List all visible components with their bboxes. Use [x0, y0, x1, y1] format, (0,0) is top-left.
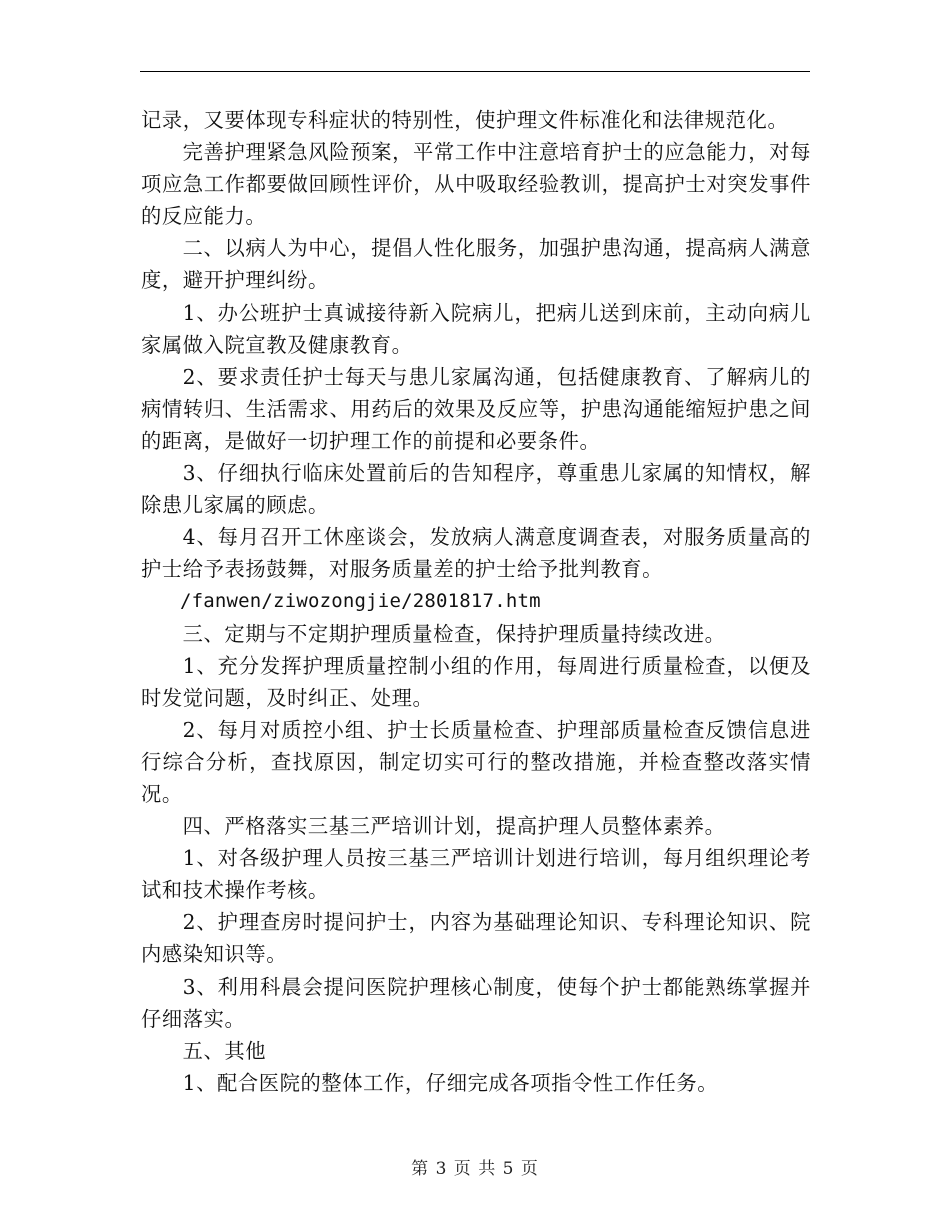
- section-heading: 四、严格落实三基三严培训计划，提高护理人员整体素养。: [182, 814, 726, 839]
- footer-middle: 页 共: [453, 1159, 497, 1179]
- list-item: 1、配合医院的整体工作，仔细完成各项指令性工作任务。: [182, 1070, 719, 1095]
- page-footer: [0, 1154, 950, 1179]
- footer-page-number: 3: [435, 1159, 448, 1179]
- paragraph: 记录，又要体现专科症状的特别性，使护理文件标准化和法律规范化。: [141, 108, 789, 132]
- list-item: 1、充分发挥护理质量控制小组的作用，每周进行质量检查，以便及时发觉问题，及时纠正、处理。: [141, 653, 811, 710]
- list-item: 1、对各级护理人员按三基三严培训计划进行培训，每月组织理论考试和技术操作考核。: [141, 846, 811, 903]
- document-body: [141, 104, 811, 1099]
- list-item: 2、护理查房时提问护士，内容为基础理论知识、专科理论知识、院内感染知识等。: [141, 910, 811, 967]
- list-item: 1、办公班护士真诚接待新入院病儿，把病儿送到床前，主动向病儿家属做入院宣教及健康教育。: [141, 300, 811, 357]
- paragraph: 完善护理紧急风险预案，平常工作中注意培育护士的应急能力，对每项应急工作都要做回顾性评价，从中吸取经验教训，提高护士对突发事件的反应能力。: [141, 140, 811, 229]
- list-item: 4、每月召开工休座谈会，发放病人满意度调查表，对服务质量高的护士给予表扬鼓舞，对服务质量差的护士给予批判教育。: [141, 525, 811, 582]
- list-item: 2、每月对质控小组、护士长质量检查、护理部质量检查反馈信息进行综合分析，查找原因，制定切实可行的整改措施，并检查整改落实情况。: [141, 717, 811, 806]
- footer-suffix: 页: [520, 1159, 539, 1179]
- list-item: 2、要求责任护士每天与患儿家属沟通，包括健康教育、了解病儿的病情转归、生活需求、用药后的效果及反应等，护患沟通能缩短护患之间的距离，是做好一切护理工作的前提和必要条件。: [141, 364, 811, 453]
- section-heading: 二、以病人为中心，提倡人性化服务，加强护患沟通，提高病人满意度，避开护理纠纷。: [141, 236, 811, 293]
- footer-prefix: 第: [411, 1159, 430, 1179]
- url-line: /fanwen/ziwozongjie/2801817.htm: [179, 590, 541, 613]
- list-item: 3、利用科晨会提问医院护理核心制度，使每个护士都能熟练掌握并仔细落实。: [141, 974, 811, 1031]
- section-heading: 五、其他: [182, 1038, 267, 1063]
- list-item: 3、仔细执行临床处置前后的告知程序，尊重患儿家属的知情权，解除患儿家属的顾虑。: [141, 461, 811, 518]
- footer-total-pages: 5: [502, 1159, 515, 1179]
- header-rule: [140, 71, 810, 72]
- section-heading: 三、定期与不定期护理质量检查，保持护理质量持续改进。: [182, 621, 726, 646]
